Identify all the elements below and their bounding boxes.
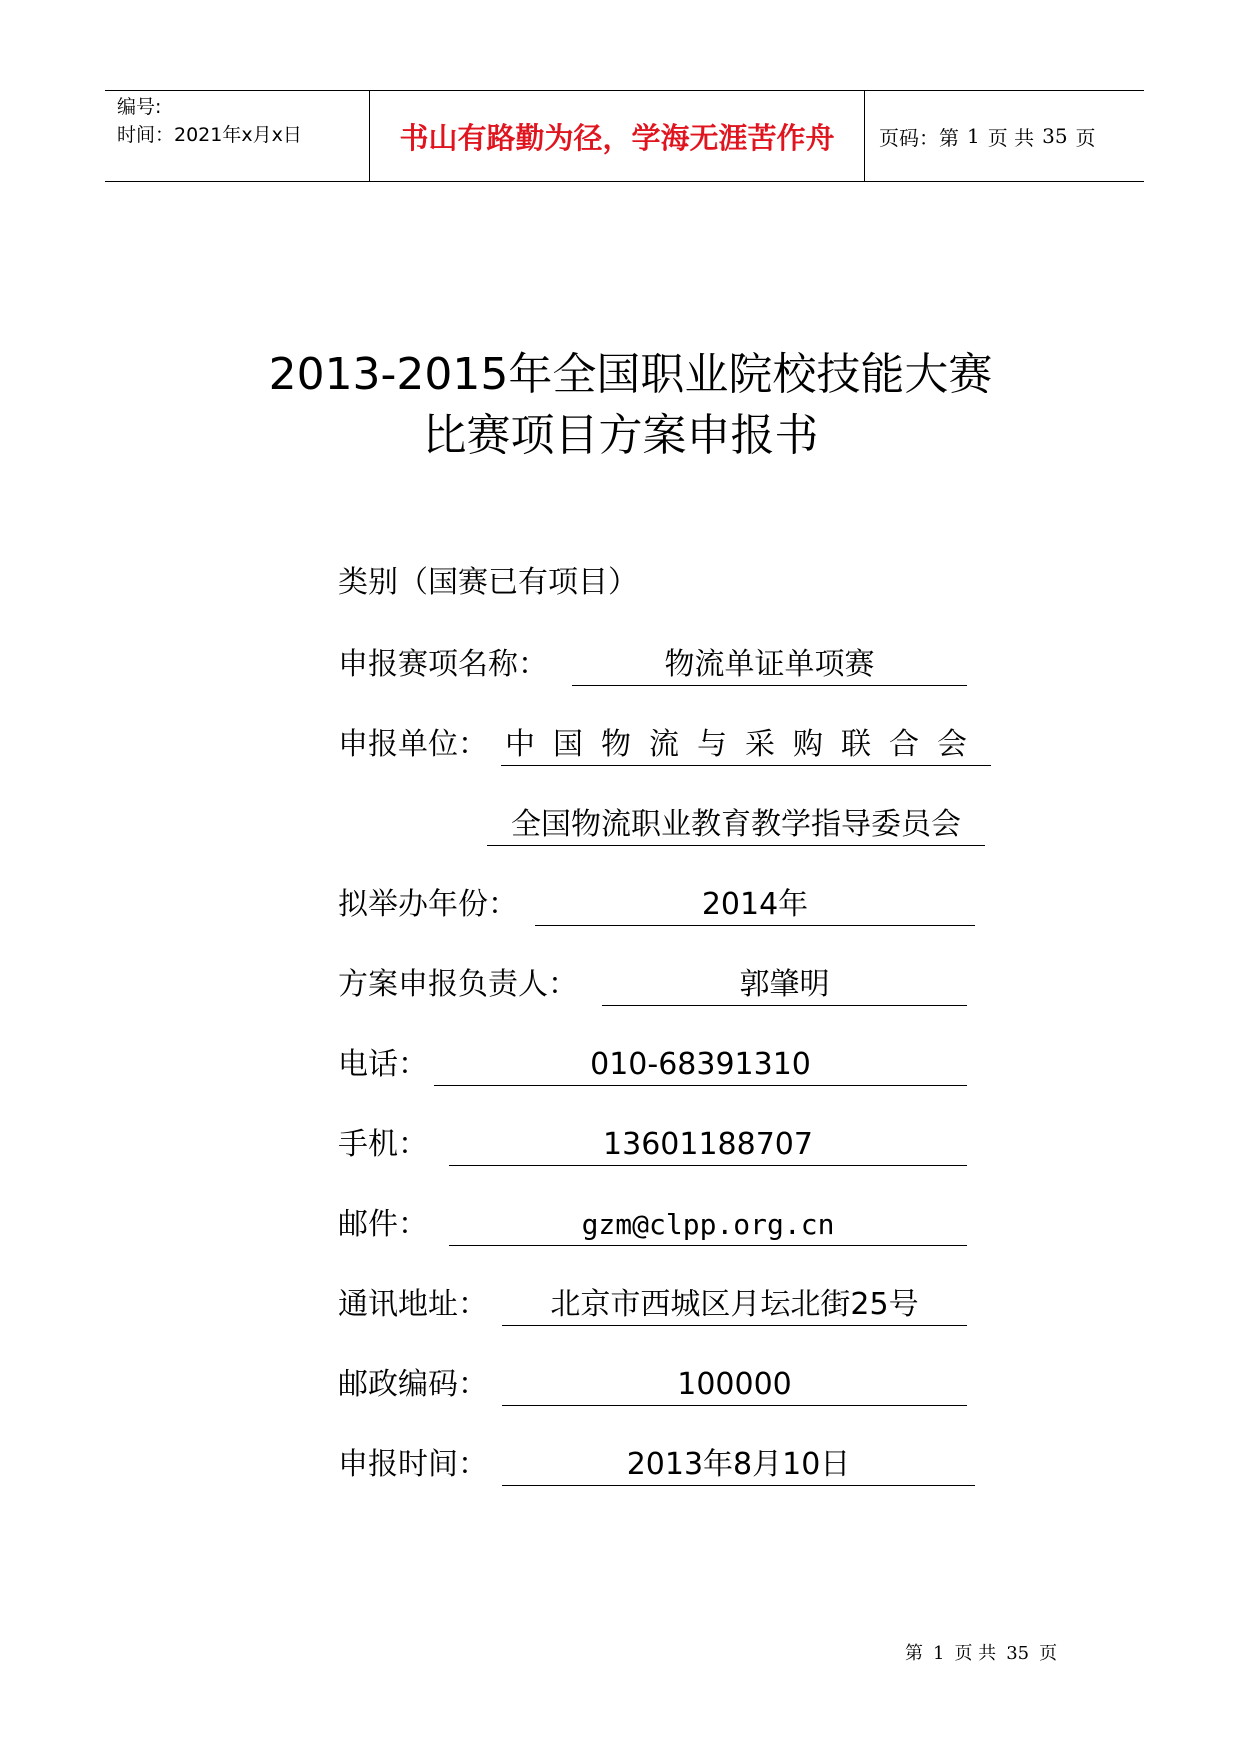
page-number: 1 <box>967 124 980 148</box>
page-footer <box>905 1639 1067 1665</box>
phone-field: 010-68391310 <box>434 1045 967 1086</box>
header-motto: 书山有路勤为径，学海无涯苦作舟 <box>370 91 865 181</box>
footer-page: 1 <box>933 1643 945 1664</box>
header-page-info <box>865 91 1144 181</box>
email-field: gzm@clpp.org.cn <box>449 1205 967 1246</box>
unit-label: 申报单位： <box>338 727 488 762</box>
person-field: 郭肇明 <box>602 965 967 1006</box>
year-field: 2014年 <box>535 885 975 926</box>
event-name-label: 申报赛项名称： <box>338 647 548 682</box>
year-label: 拟举办年份： <box>338 887 518 922</box>
email-label: 邮件： <box>338 1207 428 1242</box>
page-total: 35 <box>1042 124 1068 148</box>
address-field: 北京市西城区月坛北街25号 <box>502 1285 967 1326</box>
header-meta <box>105 91 370 181</box>
footer-suffix: 页 <box>1039 1643 1058 1664</box>
footer-total: 35 <box>1006 1643 1030 1664</box>
time-label: 时间：2021年x月x日 <box>117 124 302 146</box>
unit-field-line1: 中国物流与采购联合会 <box>501 725 991 766</box>
date-field: 2013年8月10日 <box>502 1445 975 1486</box>
mobile-label: 手机： <box>338 1127 428 1162</box>
document-title-line1: 2013-2015年全国职业院校技能大赛 <box>268 349 993 400</box>
footer-prefix: 第 <box>905 1643 923 1664</box>
document-header <box>105 90 1144 182</box>
page-label: 页码：第 <box>879 125 959 150</box>
postcode-label: 邮政编码： <box>338 1367 488 1402</box>
event-name-field: 物流单证单项赛 <box>572 645 967 686</box>
address-label: 通讯地址： <box>338 1287 488 1322</box>
document-title-line2: 比赛项目方案申报书 <box>422 410 819 461</box>
date-label: 申报时间： <box>338 1447 488 1482</box>
page-end: 页 <box>1075 125 1096 150</box>
unit-field-line2: 全国物流职业教育教学指导委员会 <box>487 805 985 846</box>
page-mid: 页 共 <box>987 125 1035 150</box>
person-label: 方案申报负责人： <box>338 967 578 1002</box>
phone-label: 电话： <box>338 1047 428 1082</box>
mobile-field: 13601188707 <box>449 1125 967 1166</box>
category-text: 类别（国赛已有项目） <box>338 565 638 600</box>
postcode-field: 100000 <box>502 1365 967 1406</box>
number-label: 编号: <box>117 96 162 118</box>
footer-mid: 页 共 <box>954 1643 997 1664</box>
